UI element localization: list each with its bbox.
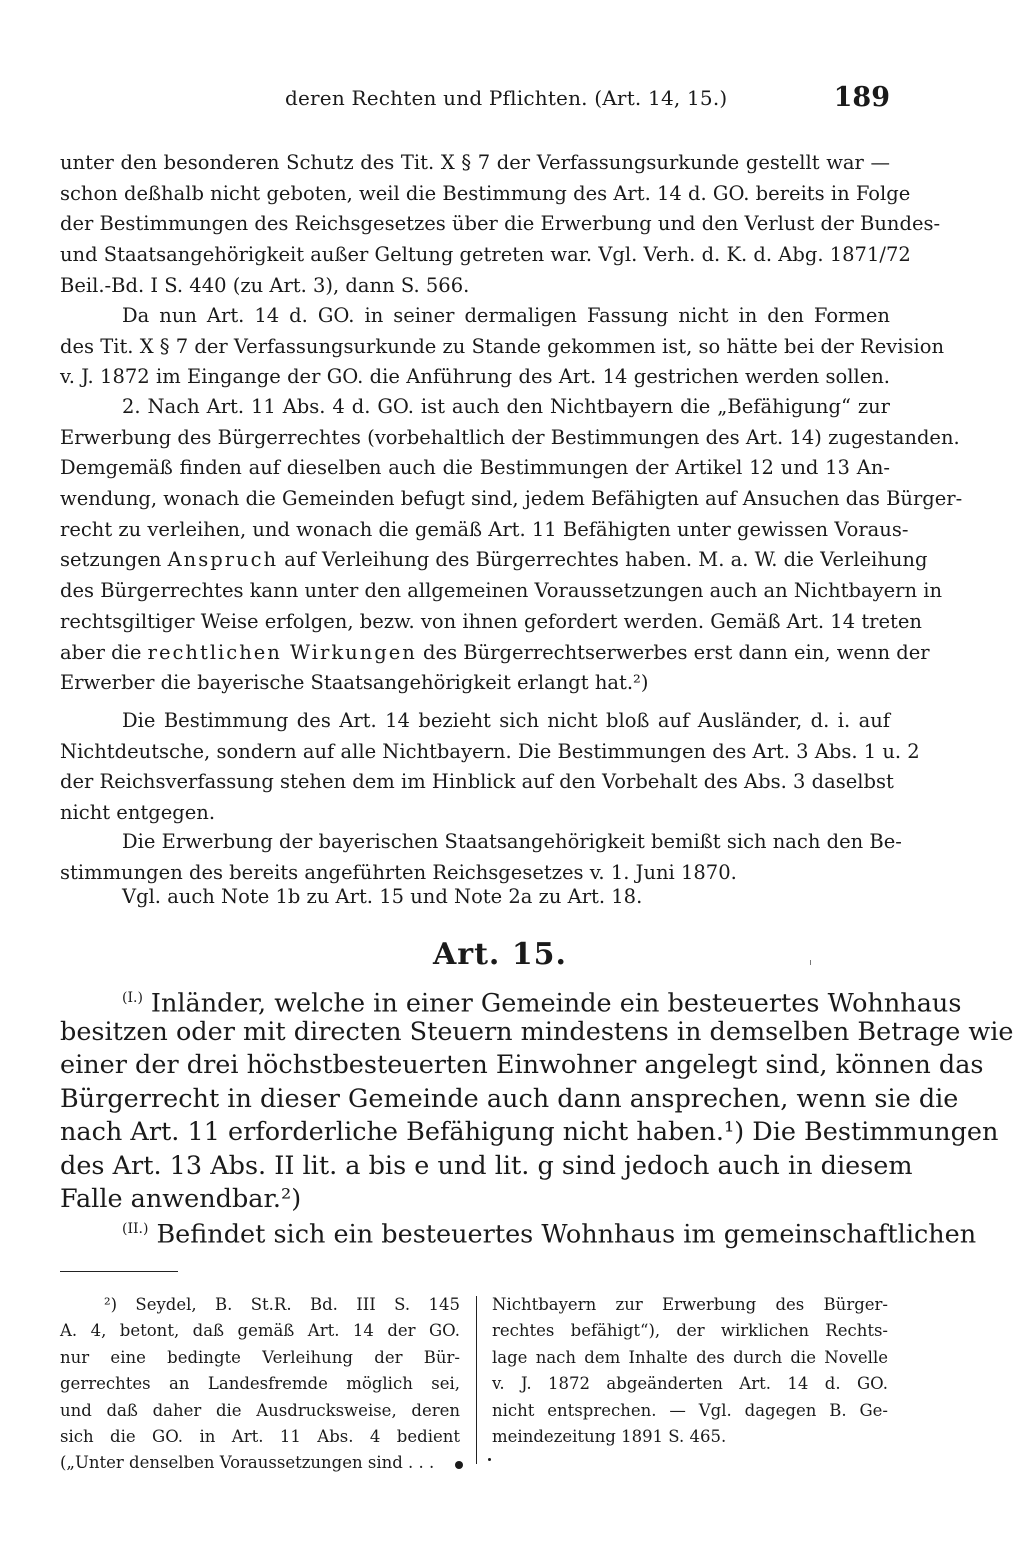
- text-line: und Staatsangehörigkeit außer Geltung getreten war. Vgl. Verh. d. K. d. Abg. 1871/72: [60, 243, 911, 267]
- text-line: der Reichsverfassung stehen dem im Hinblick auf den Vorbehalt des Abs. 3 daselbst: [60, 770, 894, 794]
- text-line: schon deßhalb nicht geboten, weil die Bestimmung des Art. 14 d. GO. bereits in Folge: [60, 181, 911, 205]
- text-line: des Bürgerrechtes kann unter den allgemeinen Voraussetzungen auch an Nichtbayern in: [60, 579, 943, 603]
- text-line: des Tit. X § 7 der Verfassungsurkunde zu Stande gekommen ist, so hätte bei der Revision: [60, 334, 945, 358]
- text-line: nicht entgegen.: [60, 801, 216, 825]
- footnote-line: sich die GO. in Art. 11 Abs. 4 bedient: [60, 1426, 460, 1446]
- paragraph-marker: (II.): [122, 1221, 149, 1237]
- text-segment: aber die: [60, 640, 148, 664]
- ink-dot: [488, 1458, 491, 1461]
- law-text-line: [60, 982, 962, 1019]
- footnote-rule: [60, 1271, 178, 1272]
- text-line: [60, 545, 928, 576]
- paragraph-marker: (I.): [122, 990, 143, 1006]
- page-number: 189: [833, 82, 890, 113]
- text-line: Die Bestimmung des Art. 14 bezieht sich nicht bloß auf Ausländer, d. i. auf: [122, 709, 890, 732]
- commentary-paragraph-1: [60, 148, 941, 301]
- article-heading: Art. 15.: [432, 937, 568, 972]
- footnote-line: A. 4, betont, daß gemäß Art. 14 der GO.: [60, 1321, 460, 1341]
- text-line: Erwerbung des Bürgerrechtes (vorbehaltlich der Bestimmungen des Art. 14) zugestanden.: [60, 425, 960, 449]
- law-text-line: einer der drei höchstbesteuerten Einwohner angelegt sind, können das: [60, 1050, 984, 1080]
- text-line: wendung, wonach die Gemeinden befugt sind, jedem Befähigten auf Ansuchen das Bürger-: [60, 487, 963, 511]
- text-segment: setzungen: [60, 548, 168, 572]
- text-line: Vgl. auch Note 1b zu Art. 15 und Note 2a zu Art. 18.: [122, 885, 643, 908]
- text-segment: Inländer, welche in einer Gemeinde ein besteuertes Wohnhaus: [150, 988, 962, 1019]
- law-text-line: Falle anwendbar.²): [60, 1184, 302, 1214]
- text-line: Erwerber die bayerische Staatsangehörigkeit erlangt hat.²): [60, 671, 649, 695]
- text-line: 2. Nach Art. 11 Abs. 4 d. GO. ist auch den Nichtbayern die „Befähigung“ zur: [122, 395, 890, 418]
- text-line: der Bestimmungen des Reichsgesetzes über die Erwerbung und den Verlust der Bundes-: [60, 212, 941, 236]
- text-line: Die Erwerbung der bayerischen Staatsangehörigkeit bemißt sich nach den Be-: [122, 830, 902, 853]
- footnote-line: und daß daher die Ausdrucksweise, deren: [60, 1400, 460, 1420]
- spaced-emphasis: rechtlichen Wirkungen: [147, 640, 417, 664]
- text-line: Beil.-Bd. I S. 440 (zu Art. 3), dann S. 566.: [60, 273, 470, 297]
- law-text-line: nach Art. 11 erforderliche Befähigung nicht haben.¹) Die Bestimmungen: [60, 1117, 999, 1147]
- commentary-paragraph-6: [60, 882, 890, 913]
- commentary-paragraph-3: [60, 392, 963, 699]
- text-segment: auf Verleihung des Bürgerrechtes haben. M. a. W. die Verleihung: [278, 548, 928, 572]
- footnote-line: („Unter denselben Voraussetzungen sind . . .: [60, 1453, 435, 1473]
- print-speck: [810, 960, 811, 965]
- text-line: recht zu verleihen, und wonach die gemäß Art. 11 Befähigten unter gewissen Voraus-: [60, 517, 909, 541]
- text-line: rechtsgiltiger Weise erfolgen, bezw. von ihnen gefordert werden. Gemäß Art. 14 treten: [60, 609, 922, 633]
- footnote-line: nur eine bedingte Verleihung der Bür-: [60, 1347, 460, 1367]
- ink-blot: [455, 1461, 463, 1469]
- text-line: v. J. 1872 im Eingange der GO. die Anführung des Art. 14 gestrichen werden sollen.: [60, 365, 890, 389]
- spaced-emphasis: Anspruch: [167, 548, 279, 572]
- running-head-title: deren Rechten und Pflichten. (Art. 14, 15.): [285, 86, 728, 110]
- text-line: unter den besonderen Schutz des Tit. X § 7 der Verfassungsurkunde gestellt war —: [60, 151, 890, 174]
- law-text-line: des Art. 13 Abs. II lit. a bis e und lit. g sind jedoch auch in diesem: [60, 1150, 913, 1181]
- commentary-paragraph-4: [60, 706, 920, 829]
- footnote-line: meindezeitung 1891 S. 465.: [492, 1426, 727, 1446]
- footnote-line: nicht entsprechen. — Vgl. dagegen B. Ge-: [492, 1400, 888, 1420]
- law-text-line: Bürgerrecht in dieser Gemeinde auch dann ansprechen, wenn sie die: [60, 1083, 959, 1114]
- footnote-column-left: [60, 1292, 460, 1477]
- footnote-column-divider: [476, 1296, 477, 1464]
- commentary-paragraph-2: [60, 301, 945, 393]
- text-line: Demgemäß finden auf dieselben auch die Bestimmungen der Artikel 12 und 13 An-: [60, 456, 890, 480]
- law-text-line: [60, 1213, 977, 1250]
- footnote-line: lage nach dem Inhalte des durch die Novelle: [492, 1347, 888, 1367]
- text-segment: Befindet sich ein besteuertes Wohnhaus im gemeinschaftlichen: [156, 1219, 977, 1250]
- article-paragraph-1: [60, 982, 1014, 1217]
- text-line: Da nun Art. 14 d. GO. in seiner dermaligen Fassung nicht in den Formen: [122, 304, 890, 327]
- commentary-paragraph-5: [60, 827, 902, 888]
- footnote-line: rechtes befähigt“), der wirklichen Rechts-: [492, 1321, 888, 1341]
- law-text-line: besitzen oder mit directen Steuern mindestens in demselben Betrage wie: [60, 1016, 1014, 1047]
- footnote-line: v. J. 1872 abgeänderten Art. 14 d. GO.: [492, 1374, 888, 1394]
- footnote-column-right: [492, 1292, 888, 1450]
- text-line: [60, 638, 930, 669]
- text-line: Nichtdeutsche, sondern auf alle Nichtbayern. Die Bestimmungen des Art. 3 Abs. 1 u. 2: [60, 739, 920, 763]
- running-head: [60, 82, 890, 118]
- footnote-line: gerrechtes an Landesfremde möglich sei,: [60, 1374, 460, 1394]
- text-line: stimmungen des bereits angeführten Reichsgesetzes v. 1. Juni 1870.: [60, 860, 737, 884]
- footnote-line: Nichtbayern zur Erwerbung des Bürger-: [492, 1295, 888, 1314]
- article-paragraph-2: [60, 1213, 977, 1250]
- footnote-line: ²) Seydel, B. St.R. Bd. III S. 145: [104, 1295, 460, 1314]
- text-segment: des Bürgerrechtserwerbes erst dann ein, wenn der: [416, 640, 930, 664]
